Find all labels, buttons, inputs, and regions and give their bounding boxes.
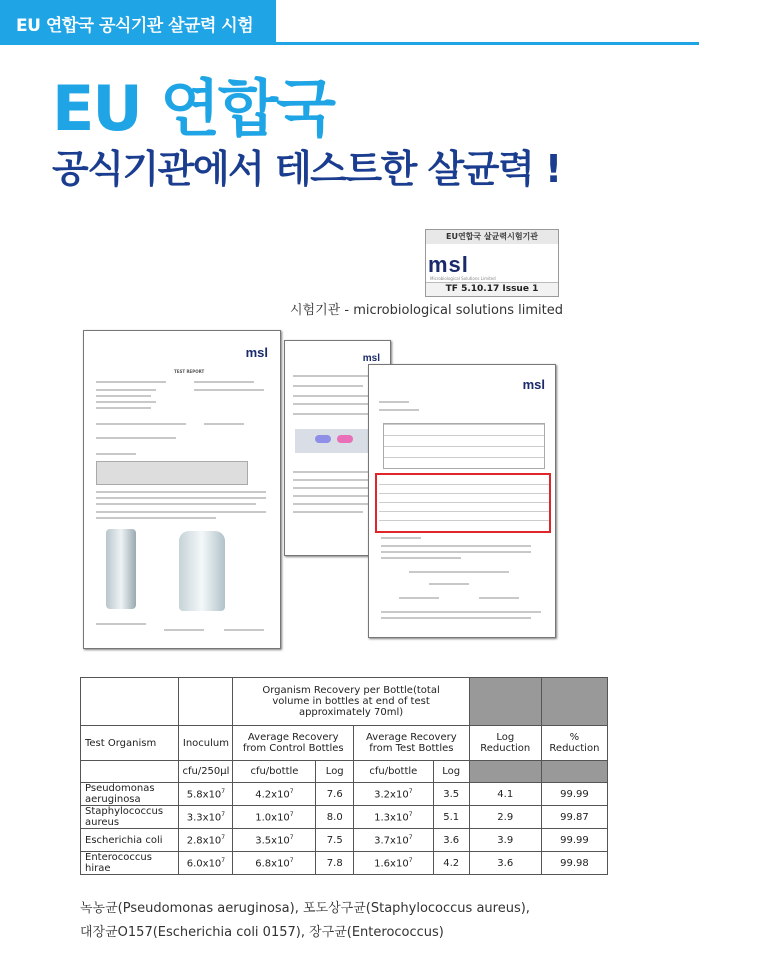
table-row <box>81 829 608 852</box>
pct-reduction-value <box>541 806 607 829</box>
table-row <box>81 783 608 806</box>
spray-bottle-image <box>179 531 225 611</box>
table-cell <box>541 678 607 726</box>
inoculum-value <box>179 806 233 829</box>
value-exponent: 7 <box>221 810 226 818</box>
value-base: 1.6x10 <box>374 858 409 870</box>
pct-reduction-label: 99.99 <box>560 788 589 800</box>
organism-name <box>81 829 179 852</box>
test-log-label: 5.1 <box>443 811 460 823</box>
value-exponent: 7 <box>289 833 294 841</box>
value-base: 4.2x10 <box>255 789 290 801</box>
doc-msl-logo: msl <box>522 377 545 392</box>
control-log-value <box>316 806 354 829</box>
pct-reduction-value <box>541 829 607 852</box>
value-exponent: 7 <box>289 810 294 818</box>
test-log-value <box>433 829 469 852</box>
organism-label: Staphylococcus aureus <box>85 806 164 828</box>
unit-control-log: Log <box>316 761 354 783</box>
table-cell <box>81 678 179 726</box>
results-table-1 <box>383 423 545 469</box>
test-recovery-value <box>354 829 434 852</box>
organism-label: Escherichia coli <box>85 834 163 846</box>
header-test-recovery: Average Recovery from Test Bottles <box>354 726 470 761</box>
organism-name <box>81 783 179 806</box>
value-exponent: 7 <box>408 856 413 864</box>
footnote-line-1: 녹농균(Pseudomonas aeruginosa), 포도상구균(Staphylococcus aureus), <box>80 901 530 916</box>
sample-photo <box>295 429 375 453</box>
organism-name <box>81 852 179 875</box>
table-row <box>81 806 608 829</box>
test-log-label: 3.6 <box>443 834 460 846</box>
test-log-label: 3.5 <box>443 788 460 800</box>
table-row <box>81 852 608 875</box>
pct-reduction-value <box>541 852 607 875</box>
doc-msl-logo: msl <box>362 353 380 364</box>
doc-report-title: TEST REPORT <box>174 369 205 374</box>
test-log-label: 4.2 <box>443 857 460 869</box>
value-exponent: 7 <box>408 810 413 818</box>
value-base: 3.2x10 <box>374 789 409 801</box>
badge-top-text: EU연합국 살균력시험기관 <box>426 230 558 244</box>
test-recovery-value <box>354 806 434 829</box>
page-subtitle: 공식기관에서 테스트한 살균력 ! <box>52 147 561 191</box>
control-log-value <box>316 852 354 875</box>
value-exponent: 7 <box>221 856 226 864</box>
log-reduction-value <box>469 783 541 806</box>
value-exponent: 7 <box>408 787 413 795</box>
control-log-value <box>316 783 354 806</box>
header-control-recovery: Average Recovery from Control Bottles <box>233 726 354 761</box>
table-cell <box>179 678 233 726</box>
header-test-organism: Test Organism <box>81 726 179 761</box>
value-base: 2.8x10 <box>186 835 222 847</box>
control-log-label: 7.6 <box>326 788 343 800</box>
control-log-label: 8.0 <box>326 811 343 823</box>
highlighted-results-box <box>375 473 551 533</box>
log-reduction-label: 2.9 <box>497 811 514 823</box>
test-recovery-value <box>354 783 434 806</box>
inoculum-value <box>179 852 233 875</box>
control-log-label: 7.8 <box>326 857 343 869</box>
value-base: 1.3x10 <box>374 812 409 824</box>
test-report-page-1 <box>83 330 281 649</box>
inoculum-value <box>179 829 233 852</box>
organism-label: Pseudomonas aeruginosa <box>85 783 155 805</box>
certification-badge <box>425 229 559 297</box>
unit-inoculum: cfu/250μl <box>179 761 233 783</box>
header-divider <box>0 42 699 45</box>
value-exponent: 7 <box>221 787 226 795</box>
control-log-value <box>316 829 354 852</box>
value-base: 6.8x10 <box>255 858 290 870</box>
header-pct-reduction: % Reduction <box>541 726 607 761</box>
control-recovery-value <box>233 783 316 806</box>
inoculum-value <box>179 783 233 806</box>
msl-logo: msl <box>428 252 469 277</box>
organism-name <box>81 806 179 829</box>
test-report-page-3 <box>368 364 556 638</box>
organism-label: Enterococcus hirae <box>85 852 152 874</box>
results-table <box>80 677 608 875</box>
value-base: 3.7x10 <box>374 835 409 847</box>
table-cell <box>541 761 607 783</box>
value-base: 3.3x10 <box>186 812 222 824</box>
value-exponent: 7 <box>289 787 294 795</box>
group-header: Organism Recovery per Bottle(total volume in bottles at end of test approximately 70ml) <box>233 678 469 726</box>
table-cell <box>469 761 541 783</box>
test-log-value <box>433 806 469 829</box>
badge-sub-text: Microbiological Solutions Limited <box>430 276 496 281</box>
unit-test-log: Log <box>433 761 469 783</box>
pct-reduction-label: 99.87 <box>560 811 589 823</box>
control-recovery-value <box>233 829 316 852</box>
value-exponent: 7 <box>289 856 294 864</box>
page-title: EU 연합국 <box>52 72 334 145</box>
section-tab <box>0 0 276 44</box>
value-base: 3.5x10 <box>255 835 290 847</box>
log-reduction-label: 4.1 <box>497 788 514 800</box>
table-cell <box>81 761 179 783</box>
doc-msl-logo: msl <box>245 345 268 360</box>
value-base: 5.8x10 <box>186 789 222 801</box>
log-reduction-value <box>469 829 541 852</box>
log-reduction-value <box>469 806 541 829</box>
value-exponent: 7 <box>221 833 226 841</box>
product-bottle-image <box>106 529 136 609</box>
header-log-reduction: Log Reduction <box>469 726 541 761</box>
unit-test: cfu/bottle <box>354 761 434 783</box>
footnote-line-2: 대장균O157(Escherichia coli 0157), 장구균(Enterococcus) <box>80 925 444 940</box>
test-recovery-value <box>354 852 434 875</box>
value-base: 6.0x10 <box>186 858 222 870</box>
log-reduction-label: 3.6 <box>497 857 514 869</box>
test-log-value <box>433 852 469 875</box>
control-recovery-value <box>233 806 316 829</box>
control-recovery-value <box>233 852 316 875</box>
control-log-label: 7.5 <box>326 834 343 846</box>
log-reduction-label: 3.9 <box>497 834 514 846</box>
test-log-value <box>433 783 469 806</box>
value-base: 1.0x10 <box>255 812 290 824</box>
header-inoculum: Inoculum <box>179 726 233 761</box>
log-reduction-value <box>469 852 541 875</box>
badge-bottom-text: TF 5.10.17 Issue 1 <box>426 282 558 296</box>
pct-reduction-value <box>541 783 607 806</box>
pct-reduction-label: 99.99 <box>560 834 589 846</box>
section-tab-label: EU 연합국 공식기관 살균력 시험 <box>16 16 254 36</box>
unit-control: cfu/bottle <box>233 761 316 783</box>
badge-caption: 시험기관 - microbiological solutions limited <box>290 303 563 318</box>
pct-reduction-label: 99.98 <box>560 857 589 869</box>
table-cell <box>469 678 541 726</box>
value-exponent: 7 <box>408 833 413 841</box>
